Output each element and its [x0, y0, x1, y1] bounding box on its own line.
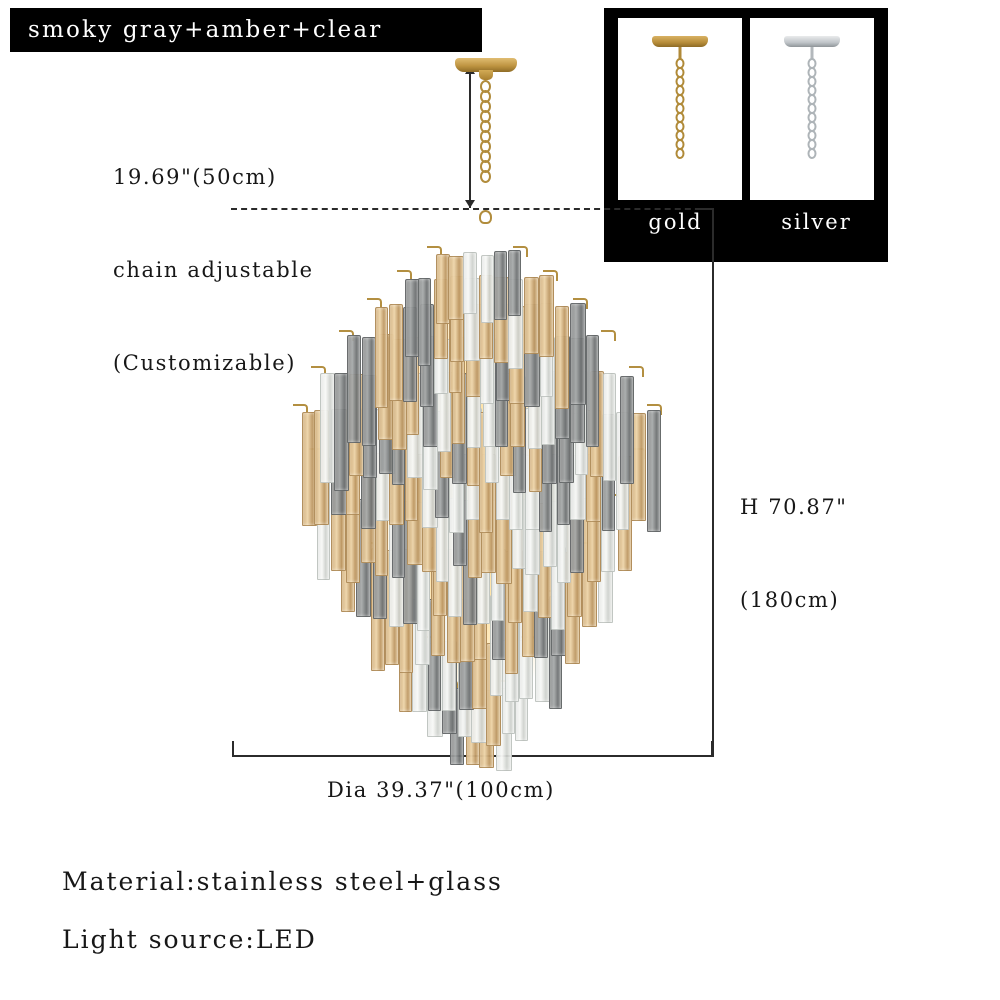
material-spec-label: Material:stainless steel+glass: [62, 867, 503, 896]
glass-rod: [320, 373, 335, 483]
canopy-icon: [652, 36, 708, 47]
glass-rod: [555, 306, 569, 409]
chain-customizable-label: (Customizable): [113, 351, 297, 375]
height-value-inches: H 70.87": [740, 495, 848, 519]
glass-rod: [389, 304, 403, 401]
glass-rod: [347, 335, 361, 443]
glass-rod: [375, 307, 388, 408]
light-source-spec-label: Light source:LED: [62, 925, 317, 954]
glass-rod: [463, 252, 477, 314]
glass-rod: [508, 250, 521, 316]
chain-icon: [808, 58, 817, 178]
height-tick-top: [700, 208, 714, 210]
finish-label-gold: gold: [648, 210, 703, 234]
height-value-cm: (180cm): [740, 588, 840, 612]
height-dimension-bracket: [712, 208, 714, 757]
finish-thumbnail-silver[interactable]: [750, 18, 874, 200]
glass-rod: [570, 303, 586, 405]
glass-rod: [603, 373, 616, 481]
canopy-nut-icon: [479, 70, 493, 80]
glass-rod: [620, 376, 634, 484]
chain-adjustable-label: chain adjustable: [113, 258, 314, 282]
canopy-icon: [784, 36, 840, 47]
glass-rod: [647, 410, 661, 532]
diameter-tick-left: [232, 741, 234, 757]
glass-rod: [362, 337, 376, 446]
chandelier-illustration: [250, 52, 700, 742]
brass-arm: [601, 330, 616, 341]
height-dimension-callout: [740, 430, 848, 647]
glass-rod: [524, 277, 539, 354]
title-banner: [10, 8, 482, 52]
glass-rod: [494, 251, 507, 320]
diameter-tick-right: [711, 741, 713, 757]
glass-rod: [586, 335, 599, 447]
finish-label-silver: silver: [781, 210, 852, 234]
glass-rod: [418, 278, 431, 366]
glass-rod: [481, 255, 494, 323]
hanging-chain-icon: [480, 80, 491, 212]
glass-rod: [539, 275, 554, 357]
glass-rod: [448, 256, 464, 320]
glass-rod-body: [250, 202, 700, 742]
chain-length-value: 19.69"(50cm): [113, 165, 277, 189]
diameter-dimension-callout: Dia 39.37"(100cm): [327, 778, 555, 802]
product-color-title: smoky gray+amber+clear: [28, 17, 383, 43]
